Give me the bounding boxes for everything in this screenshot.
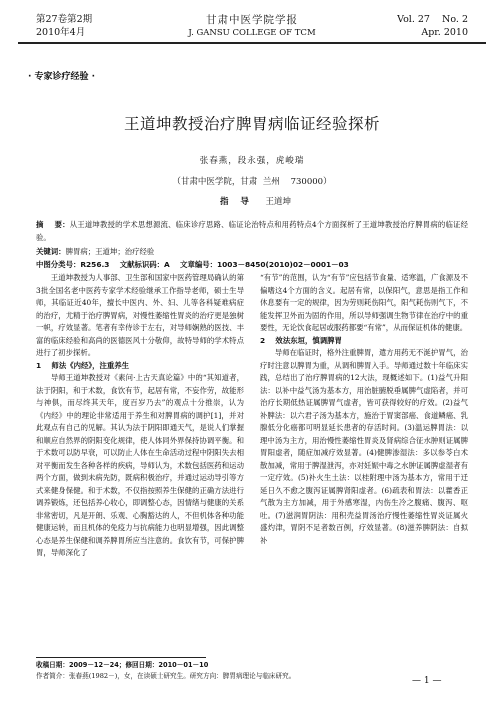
journal-volume-issue: 第27卷第2期 — [36, 14, 93, 25]
footnote-author: 作者简介：张春燕(1982－)，女，在读硕士研究生。研究方向：脾胃病理论与临床研究。 — [36, 672, 296, 680]
header-rule — [18, 42, 486, 44]
advisor-name: 王道坤 — [265, 197, 292, 207]
keywords-text: 脾胃病；王道坤；治疗经验 — [65, 247, 155, 256]
footnote-rule — [36, 657, 206, 658]
journal-title-en: J. GANSU COLLEGE OF TCM — [188, 28, 316, 38]
advisor-label: 指 导 — [220, 197, 249, 207]
section-heading: 1 师法《内经》，注重养生 — [36, 360, 130, 370]
abstract-label: 摘 要： — [36, 220, 70, 229]
classification-line: 中图分类号：R256.3 文献标识码：A 文章编号：1003－8450(2010)02－0001－03 — [36, 260, 349, 269]
keywords — [36, 246, 468, 259]
journal-title-cn: 甘肃中医学院学报 — [206, 14, 298, 26]
body-paragraph: 导师王道坤教授对《素问·上古天真论篇》中的“其知道者，法于阴阳，和于术数，食饮有节，起居有常，不妄作劳，故能形与神俱，而尽终其天年，度百岁乃去”的观点十分推崇，认为《内经》中的理论非常适用于养生和对脾胃病的调护[1]，并对此观点有自己的见解。其认为法于阴阳即通天气，是说人们掌握和顺应自然界的阴阳变化规律，使人体同外界保持协调平衡。和于术数可以防早衰，可以防止人体在生命活动过程中阴阳失去相对平衡而发生各种各样的疾病，导师认为，术数包括医药和运动两个方面，做到未病先防，既病积极治疗，并通过运动导引等方式来健身保健。和于术数，不仅指按照养生保健的正确方法进行调养锻炼，还包括养心收心，即调整心态，因情绪与健康的关系非常密切，凡是开朗、乐观、心胸豁达的人，不但机体各种功能健康运转，而且机体的免疫力与抗病能力也明显增强，因此调整心态是养生保健和调养脾胃所应当注意的。食饮有节，可保护脾胃，导师深化了 — [36, 373, 244, 557]
footnote-received: 收稿日期：2009－12－24；修回日期：2010－01－10 — [36, 661, 209, 669]
article-authors: 张春燕，段永强，虎峻瑞 — [199, 156, 305, 166]
body-paragraph: 王道坤教授为人事部、卫生部和国家中医药管理局确认的第3批全国名老中医药专家学术经验继承工作指导老师，硕士生导师，其临证近40年，擅长中医内、外、妇、儿等各科疑难病症的治疗，尤精于治疗脾胃病，对慢性萎缩性胃炎的治疗更是独树一帜，疗效显著。笔者有幸侍诊于左右，对导师娴熟的医技、丰富的临床经验和高尚的医德医风十分敬仰，故特导师的学术特点进行了初步探析。 — [36, 273, 244, 357]
abstract — [36, 219, 468, 244]
column-label: · 专家诊疗经验 · — [28, 72, 96, 82]
abstract-text: 从王道坤教授的学术思想源流、临床诊疗思路、临证论治特点和用药特点4个方面探析了王道坤教授治疗脾胃病的临证经验。 — [36, 220, 468, 242]
journal-date-en: Apr. 2010 — [421, 27, 468, 38]
article-affiliation: （甘肃中医学院，甘肃 兰州 730000） — [172, 177, 332, 187]
body-paragraph: “有节”的范围，认为“有节”应包括节食量、适寒温，广食源及不偏嗜这4个方面的含义。起居有常，以保阳气，意思是指工作和休息要有一定的规律，因为劳则耗伤阳气，阳气耗伤则气下，不能发挥卫外而为固的作用，所以导师强调生物节律在治疗中的重要性，无论饮食起居或服药都要“有常”，从而保证机体的健康。 — [260, 273, 468, 332]
body-column-right — [260, 272, 468, 652]
advisor-line — [220, 195, 291, 207]
journal-volume-en: Vol. 27 No. 2 — [397, 14, 468, 25]
journal-date: 2010年4月 — [36, 27, 86, 38]
page-number: — 1 — — [412, 676, 442, 686]
keywords-label: 关键词： — [36, 247, 66, 256]
article-title: 王道坤教授治疗脾胃病临证经验探析 — [123, 115, 380, 133]
section-heading: 2 效法东垣，慎调脾胃 — [260, 335, 342, 345]
body-column-left — [36, 272, 244, 652]
body-paragraph: 导师在临证时，格外注重脾胃，遣方用药无不涎护胃气，治疗时注意以脾胃为重，从调和脾胃入手。导师通过数十年临床实践，总结出了治疗脾胃病的12大法，现概述如下。(1)益气升阳法：以补中益气汤为基本方，用治脏腑脱垂属脾气虚陷者，并可治疗长期低热证属脾胃气虚者，皆可获得较好的疗效。(2)益气补脾法：以六君子汤为基本方，施治于胃窦部癌、食道鳞癌、乳腺低分化癌都可明显延长患者的存活时间。(3)温运脾胃法：以理中汤为主方，用治慢性萎缩性胃炎及肾病综合征水肿则证属脾胃阳虚者，随症加减疗效显著。(4)健脾渗湿法：多以参苓白术散加减，常用于脾湿泄泻，亦对妊娠中毒之水肿证属脾虚湿者有一定疗效。(5)补火生土法：以桂附理中汤为基本方，常用于迁延日久不愈之腹泻证属脾肾阳虚者。(6)疏表和胃法：以藿香正气散为主方加减，用于外感寒湿，内伤生冷之腹痛、腹泻、呕吐。(7)滋润胃阴法：用积壳益胃汤治疗慢性萎缩性胃炎证属火盛灼津，胃阴不足者数百例，疗效显著。(8)滋养脾阴法：自拟补 — [260, 348, 468, 545]
